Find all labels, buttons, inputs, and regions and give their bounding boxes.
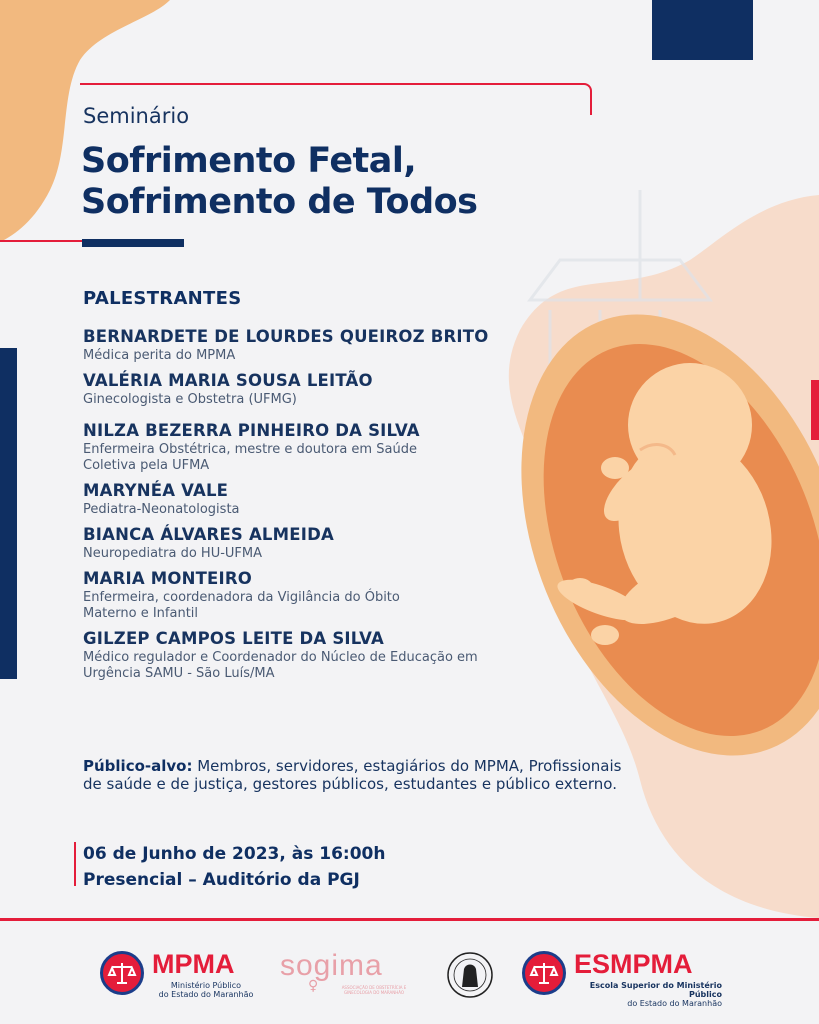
mpma-subtitle: Ministério Público do Estado do Maranhão: [158, 981, 254, 999]
title-line-1: Sofrimento Fetal,: [81, 141, 417, 181]
scales-of-justice-icon: [522, 951, 566, 995]
date-accent-bar: [74, 842, 76, 886]
speaker-name: BERNARDETE DE LOURDES QUEIROZ BRITO: [83, 327, 489, 346]
seal-emblem-icon: [440, 951, 500, 999]
sogima-wordmark: sogima: [280, 949, 383, 982]
speaker-item: [83, 524, 553, 562]
page-title: [81, 141, 478, 223]
event-type-label: Seminário: [83, 104, 190, 128]
speaker-role: Neuropediatra do HU-UFMA: [83, 546, 263, 561]
speaker-role: Ginecologista e Obstetra (UFMG): [83, 392, 297, 407]
footer-logos: [0, 921, 819, 1024]
speaker-item: [83, 628, 553, 682]
title-line-2: Sofrimento de Todos: [81, 182, 478, 222]
speaker-item: [83, 420, 553, 474]
event-date: 06 de Junho de 2023, às 16:00h: [83, 844, 386, 864]
speakers-list: [83, 326, 553, 688]
event-venue: Presencial – Auditório da PGJ: [83, 870, 360, 890]
female-symbol-icon: ♀: [308, 978, 319, 994]
audience-text: Membros, servidores, estagiários do MPMA, Profissionais de saúde e de justiça, gestores públicos, estudantes e público externo.: [83, 757, 622, 793]
speaker-name: GILZEP CAMPOS LEITE DA SILVA: [83, 629, 385, 648]
sogima-logo: [280, 949, 410, 999]
audience-label: Público-alvo:: [83, 757, 193, 775]
navy-corner-block: [652, 0, 753, 60]
speaker-name: VALÉRIA MARIA SOUSA LEITÃO: [83, 371, 373, 390]
title-frame-underline: [0, 240, 82, 242]
speaker-role: Médico regulador e Coordenador do Núcleo de Educação em Urgência SAMU - São Luís/MA: [83, 650, 478, 681]
speaker-item: [83, 480, 553, 518]
esmpma-logo: [522, 949, 722, 1008]
speaker-name: MARYNÉA VALE: [83, 481, 229, 500]
mpma-wordmark: MPMA: [152, 949, 235, 979]
speaker-name: NILZA BEZERRA PINHEIRO DA SILVA: [83, 421, 420, 440]
speaker-role: Pediatra-Neonatologista: [83, 502, 240, 517]
scales-of-justice-icon: [100, 951, 144, 995]
esmpma-subtitle: Escola Superior do Ministério Público do Estado do Maranhão: [589, 981, 722, 1008]
speakers-heading: PALESTRANTES: [83, 288, 242, 309]
speaker-item: [83, 370, 553, 408]
speaker-name: BIANCA ÁLVARES ALMEIDA: [83, 525, 334, 544]
mpma-logo: [100, 949, 260, 999]
speaker-name: MARIA MONTEIRO: [83, 569, 253, 588]
event-details: [83, 841, 385, 893]
speaker-role: Enfermeira, coordenadora da Vigilância do Óbito Materno e Infantil: [83, 590, 400, 621]
speaker-item: [83, 568, 553, 622]
sogima-subtitle: ASSOCIAÇÃO DE OBSTETRÍCIA E GINECOLOGIA DO MARANHÃO: [341, 985, 407, 995]
speaker-item: [83, 326, 553, 364]
title-underline-bar: [82, 239, 184, 247]
esmpma-wordmark: ESMPMA: [574, 949, 693, 979]
speaker-role: Enfermeira Obstétrica, mestre e doutora em Saúde Coletiva pela UFMA: [83, 442, 417, 473]
speaker-role: Médica perita do MPMA: [83, 348, 236, 363]
left-accent-bar: [0, 348, 17, 679]
target-audience: [83, 757, 623, 793]
